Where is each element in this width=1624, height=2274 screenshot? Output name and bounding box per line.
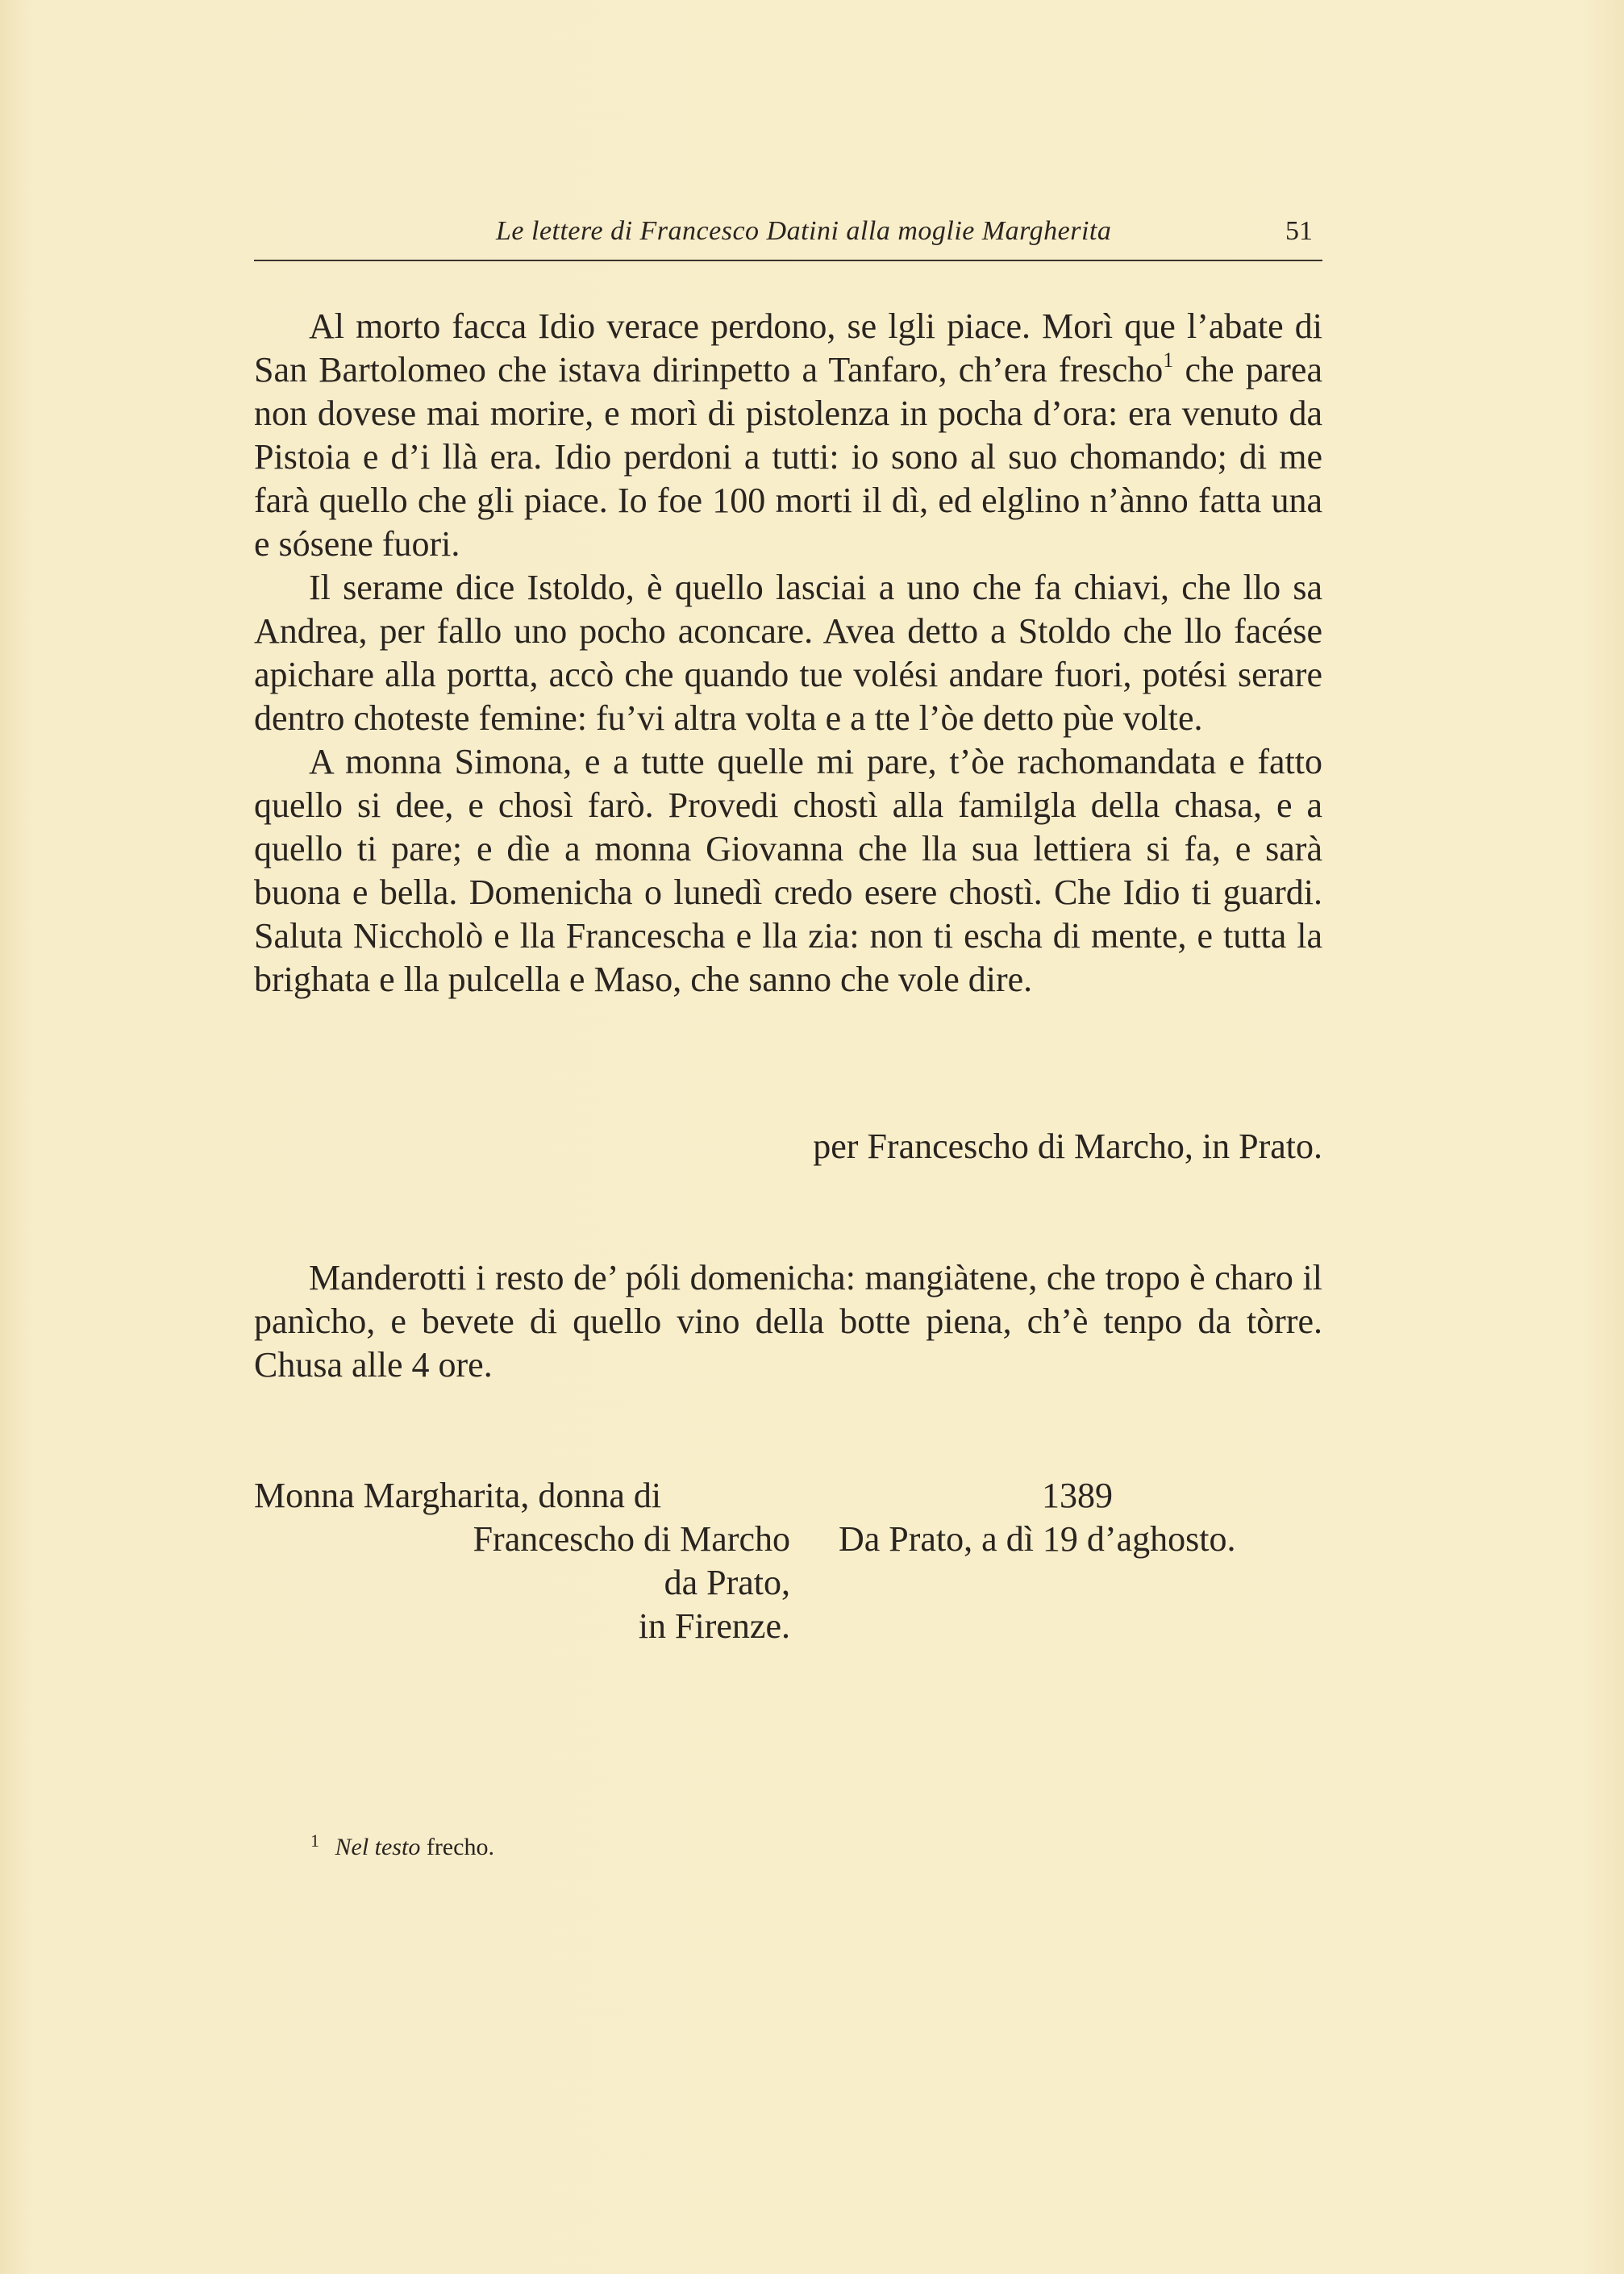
date-block — [839, 1474, 1290, 1561]
date-year: 1389 — [1042, 1476, 1113, 1515]
paragraph-3: A monna Simona, e a tutte quelle mi pare, t’òe rachomandata e fatto quello si dee, e chosì farò. Provedi chostì alla familgla della chasa, e a quello ti pare; e dìe a monna Giovanna che lla sua lettiera si fa, e sarà buona e bella. Domenicha o lunedì credo esere chostì. Che Idio ti guardi. Saluta Niccholò e lla Francescha e lla zia: non ti escha di mente, e tutta la brighata e lla pulcella e Maso, che sanno che vole dire. — [254, 742, 1322, 999]
paragraph-1-part-a: Al morto facca Idio verace perdono, se lgli piace. Morì que l’abate di San Bartolomeo che istava dirinpetto a Tanfaro, ch’era frescho — [254, 306, 1322, 389]
paragraph-1-part-b: che parea non dovese mai morire, e morì di pistolenza in pocha d’ora: era venuto da Pistoia e d’i llà era. Idio perdoni a tutti: io sono al suo chomando; di me farà quello che gli piace. Io foe 100 morti il dì, ed elglino n’ànno fatta una e sósene fuori. — [254, 350, 1322, 564]
running-title: Le lettere di Francesco Datini alla moglie Margherita — [496, 216, 1112, 246]
footnote-label: Nel testo — [335, 1834, 421, 1860]
paragraph-2: Il serame dice Istoldo, è quello lasciai a uno che fa chiavi, che llo sa Andrea, per fallo uno pocho aconcare. Avea detto a Stoldo che llo facése apichare alla portta, accò che quando tue volési andare fuori, potési serare dentro choteste femine: fu’vi altra volta e a tte l’òe detto pùe volte. — [254, 568, 1322, 738]
address-line-1: Monna Margharita, donna di — [254, 1476, 662, 1515]
running-header — [254, 211, 1322, 261]
address-line-4: in Firenze. — [638, 1606, 790, 1646]
footnote — [310, 1830, 494, 1861]
postscript-text: Manderotti i resto de’ póli domenicha: mangiàtene, che tropo è charo il panìcho, e bevete di quello vino della botte piena, ch’è tenpo da tòrre. Chusa alle 4 ore. — [254, 1258, 1322, 1385]
footnote-marker[interactable]: 1 — [1163, 348, 1174, 372]
address-line-2: Francescho di Marcho — [473, 1519, 790, 1559]
postscript — [254, 1256, 1322, 1387]
address-line-3: da Prato, — [664, 1563, 790, 1602]
recipient-address — [254, 1474, 790, 1648]
page-number: 51 — [1285, 216, 1313, 246]
letter-body — [254, 305, 1322, 1002]
footnote-number: 1 — [310, 1830, 319, 1851]
date-place: Da Prato, a dì 19 d’aghosto. — [839, 1519, 1236, 1559]
footnote-text: frecho. — [426, 1834, 494, 1860]
paragraph-1 — [254, 305, 1322, 566]
signature-line: per Francescho di Marcho, in Prato. — [813, 1127, 1322, 1166]
